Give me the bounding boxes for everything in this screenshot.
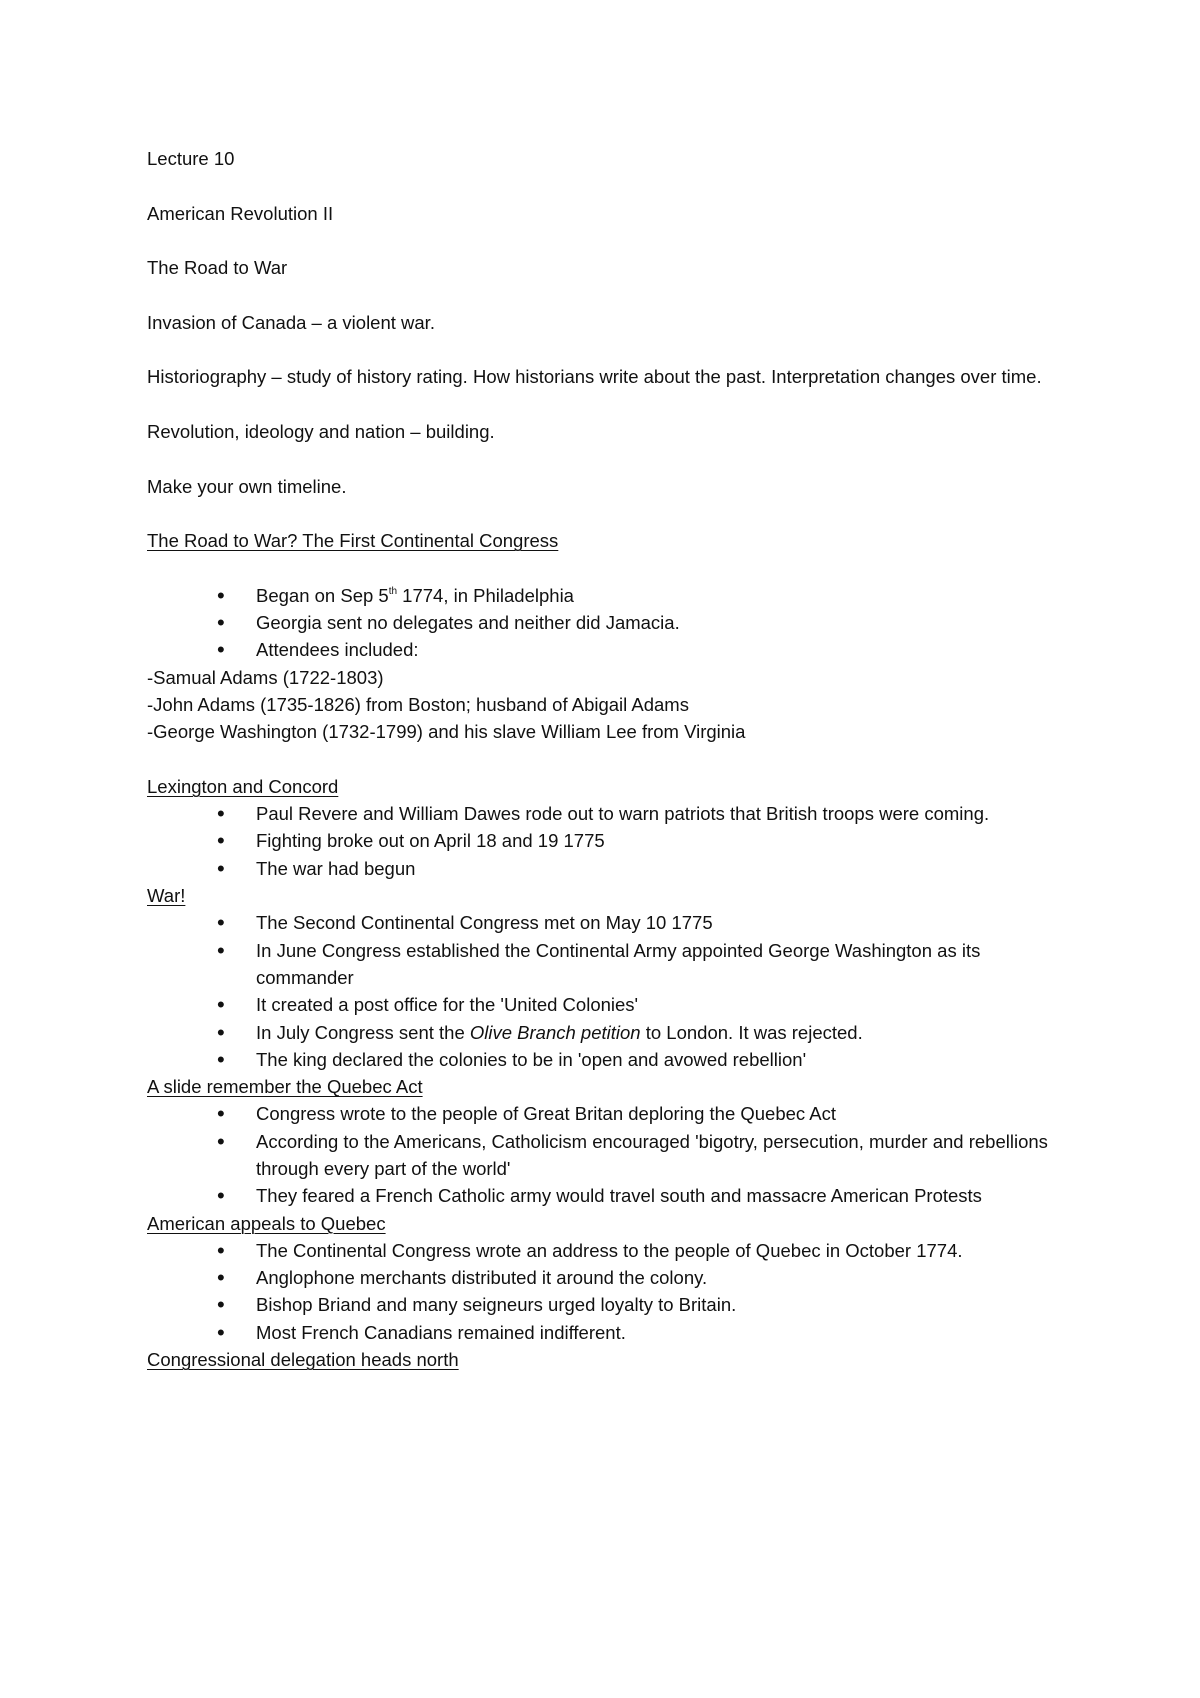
- list-item: • The war had begun: [147, 855, 1077, 882]
- list-item: • In June Congress established the Continental Army appointed George Washington as its commander: [147, 937, 1077, 992]
- list-item: • The Continental Congress wrote an address to the people of Quebec in October 1774.: [147, 1237, 1077, 1264]
- spacer: [147, 554, 1077, 581]
- bullet-text: In July Congress sent the: [256, 1021, 470, 1043]
- ordinal-suffix: th: [388, 585, 398, 597]
- list-item: • Fighting broke out on April 18 and 19 1775: [147, 827, 1077, 854]
- list-item: • Anglophone merchants distributed it around the colony.: [147, 1264, 1077, 1291]
- list-item: • Most French Canadians remained indifferent.: [147, 1319, 1077, 1346]
- list-item: [147, 582, 1077, 609]
- lecture-subtitle: American Revolution II: [147, 202, 334, 224]
- section-heading-first-congress: The Road to War? The First Continental Congress: [147, 530, 559, 552]
- lecture-number: Lecture 10: [147, 148, 235, 169]
- section-heading-lexington: Lexington and Concord: [147, 775, 339, 797]
- appeals-list: [147, 1237, 1077, 1346]
- list-item: • Georgia sent no delegates and neither did Jamacia.: [147, 609, 1077, 636]
- revolution-line: Revolution, ideology and nation – building.: [147, 420, 495, 442]
- lexington-list: [147, 800, 1077, 882]
- list-item: • The king declared the colonies to be in 'open and avowed rebellion': [147, 1046, 1077, 1073]
- list-item: • They feared a French Catholic army would travel south and massacre American Protests: [147, 1182, 1077, 1209]
- list-item: • Bishop Briand and many seigneurs urged loyalty to Britain.: [147, 1291, 1077, 1318]
- bullet-text: to London. It was rejected.: [640, 1021, 863, 1043]
- list-item: • According to the Americans, Catholicism encouraged 'bigotry, persecution, murder and rebellions through every part of the world': [147, 1128, 1077, 1183]
- document-page: [147, 145, 1077, 1373]
- section-heading-quebec-act: A slide remember the Quebec Act: [147, 1076, 423, 1098]
- section-heading-war: War!: [147, 885, 186, 907]
- list-item: • Congress wrote to the people of Great Britan deploring the Quebec Act: [147, 1100, 1077, 1127]
- list-item: • The Second Continental Congress met on May 10 1775: [147, 909, 1077, 936]
- attendee-line: -Samual Adams (1722-1803): [147, 666, 384, 688]
- bullet-text: 1774, in Philadelphia: [397, 584, 574, 606]
- list-item: • Paul Revere and William Dawes rode out to warn patriots that British troops were coming.: [147, 800, 1077, 827]
- war-list: [147, 909, 1077, 1073]
- petition-title: Olive Branch petition: [469, 1021, 641, 1043]
- timeline-line: Make your own timeline.: [147, 475, 347, 497]
- road-to-war-line: The Road to War: [147, 257, 288, 279]
- attendee-line: -John Adams (1735-1826) from Boston; husband of Abigail Adams: [147, 693, 689, 715]
- section-heading-delegation: Congressional delegation heads north: [147, 1349, 459, 1371]
- list-item: • It created a post office for the 'United Colonies': [147, 991, 1077, 1018]
- invasion-line: Invasion of Canada – a violent war.: [147, 311, 435, 333]
- list-item: [147, 1019, 1077, 1046]
- first-congress-list: [147, 582, 1077, 664]
- bullet-text: Began on Sep 5: [256, 584, 389, 606]
- quebec-act-list: [147, 1100, 1077, 1209]
- historiography-line: Historiography – study of history rating. How historians write about the past. Interpretation changes over time.: [147, 366, 1042, 388]
- section-heading-appeals: American appeals to Quebec: [147, 1212, 386, 1234]
- list-item: • Attendees included:: [147, 636, 1077, 663]
- attendee-line: -George Washington (1732-1799) and his slave William Lee from Virginia: [147, 721, 746, 743]
